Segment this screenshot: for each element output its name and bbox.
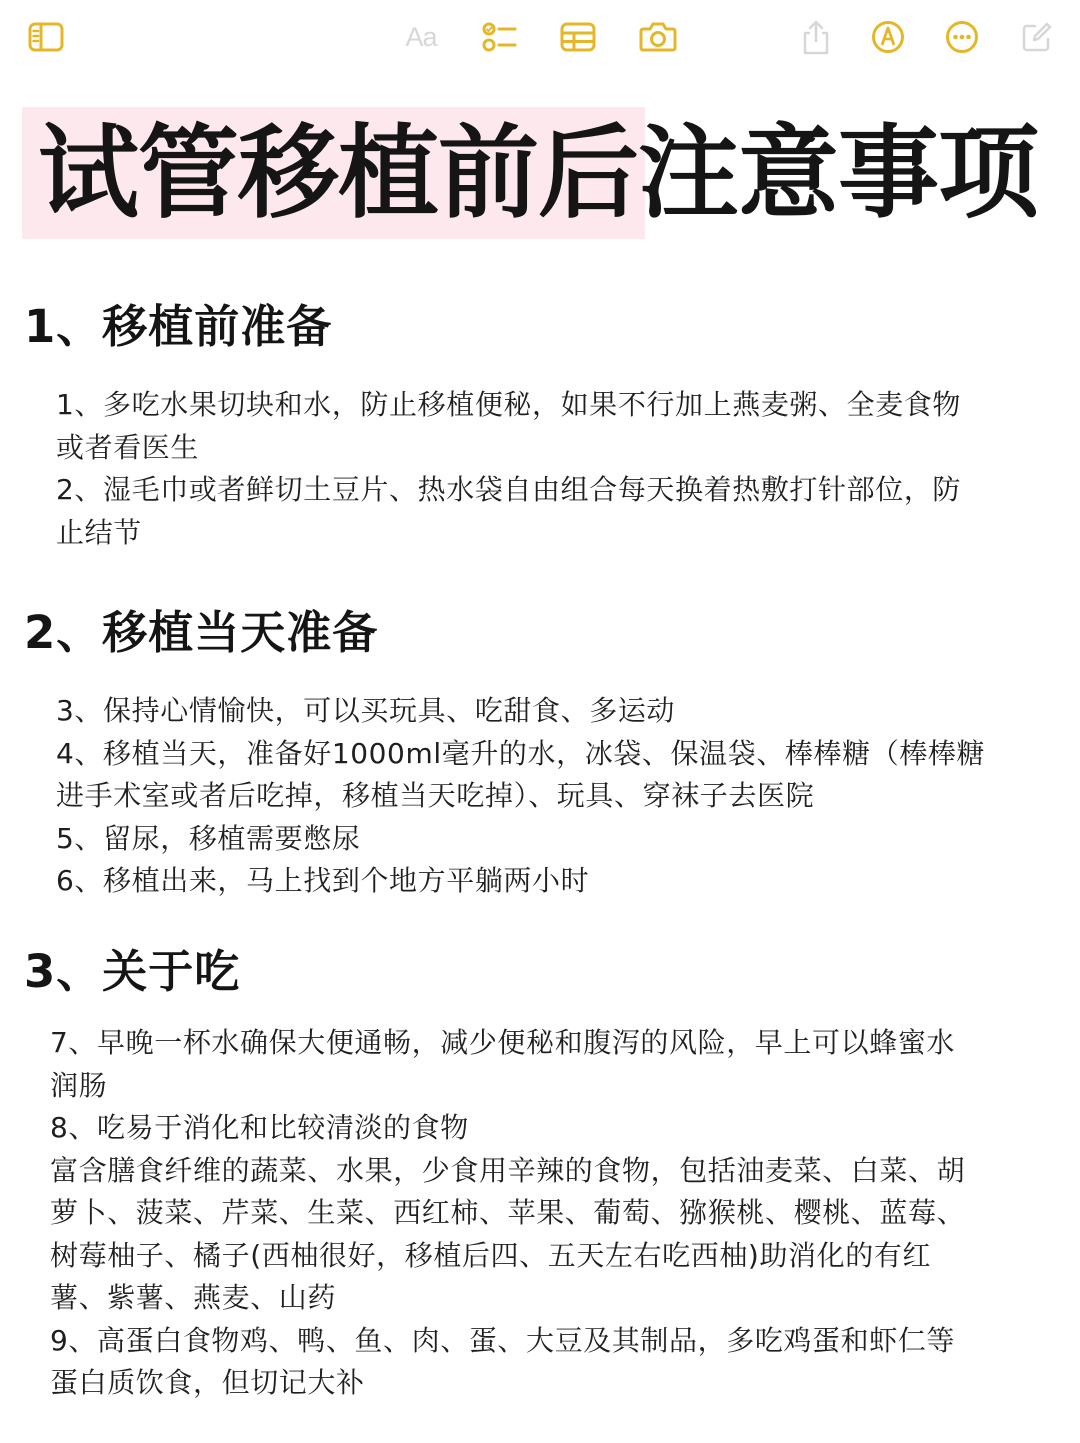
text-line: 止结节 <box>56 515 142 549</box>
text-line: 薯、紫薯、燕麦、山药 <box>50 1281 337 1314</box>
text-line: 7、早晚一杯水确保大便通畅，减少便秘和腹泻的风险，早上可以蜂蜜水 <box>50 1026 956 1059</box>
text-line: 萝卜、菠菜、芹菜、生菜、西红柿、苹果、葡萄、猕猴桃、樱桃、蓝莓、 <box>50 1196 966 1229</box>
sidebar-icon <box>28 22 64 52</box>
text-line: 6、移植出来，马上找到个地方平躺两小时 <box>56 864 590 897</box>
share-button[interactable] <box>795 16 837 58</box>
section-heading-2[interactable]: 2、移植当天准备 <box>24 606 379 659</box>
section-heading-1[interactable]: 1、移植前准备 <box>24 300 333 353</box>
text-line: 进手术室或者后吃掉，移植当天吃掉）、玩具、穿袜子去医院 <box>56 779 815 812</box>
text-line: 树莓柚子、橘子(西柚很好，移植后四、五天左右吃西柚)助消化的有红 <box>50 1238 932 1272</box>
text-line: 9、高蛋白食物鸡、鸭、鱼、肉、蛋、大豆及其制品，多吃鸡蛋和虾仁等 <box>50 1323 956 1357</box>
camera-button[interactable] <box>637 16 679 58</box>
markup-button[interactable] <box>867 16 909 58</box>
text-line: 8、吃易于消化和比较清淡的食物 <box>50 1111 469 1144</box>
table-icon <box>560 22 596 52</box>
text-line: 或者看医生 <box>56 430 200 464</box>
text-line: 4、移植当天，准备好1000ml毫升的水，冰袋、保温袋、棒棒糖（棒棒糖 <box>56 736 986 770</box>
section-body-2[interactable] <box>56 690 985 903</box>
checklist-button[interactable] <box>478 16 520 58</box>
format-button[interactable] <box>400 16 442 58</box>
notes-toolbar <box>0 0 1080 76</box>
text-line: 2、湿毛巾或者鲜切土豆片、热水袋自由组合每天换着热敷打针部位，防 <box>56 473 962 506</box>
checklist-icon <box>481 21 517 53</box>
sidebar-toggle-button[interactable] <box>25 16 67 58</box>
table-button[interactable] <box>557 16 599 58</box>
text-line: 润肠 <box>50 1068 108 1102</box>
section-heading-3[interactable]: 3、关于吃 <box>24 945 241 998</box>
camera-icon <box>639 21 677 53</box>
format-text-icon: Aa <box>405 21 437 52</box>
section-body-3[interactable] <box>50 1022 965 1405</box>
text-line: 蛋白质饮食，但切记大补 <box>50 1366 365 1399</box>
note-title-block <box>22 107 1062 241</box>
text-line: 3、保持心情愉快，可以买玩具、吃甜食、多运动 <box>56 694 676 727</box>
section-body-1[interactable] <box>56 384 961 554</box>
more-options-button[interactable] <box>941 16 983 58</box>
note-title[interactable]: 试管移植前后注意事项 <box>38 114 1039 232</box>
compose-button[interactable] <box>1016 16 1058 58</box>
share-icon <box>801 19 831 55</box>
ellipsis-circle-icon <box>945 20 979 54</box>
text-line: 5、留尿，移植需要憋尿 <box>56 821 361 855</box>
compose-icon <box>1021 21 1053 53</box>
text-line: 富含膳食纤维的蔬菜、水果，少食用辛辣的食物，包括油麦菜、白菜、胡 <box>50 1153 966 1187</box>
markup-pen-icon <box>871 20 905 54</box>
text-line: 1、多吃水果切块和水，防止移植便秘，如果不行加上燕麦粥、全麦食物 <box>56 388 962 421</box>
